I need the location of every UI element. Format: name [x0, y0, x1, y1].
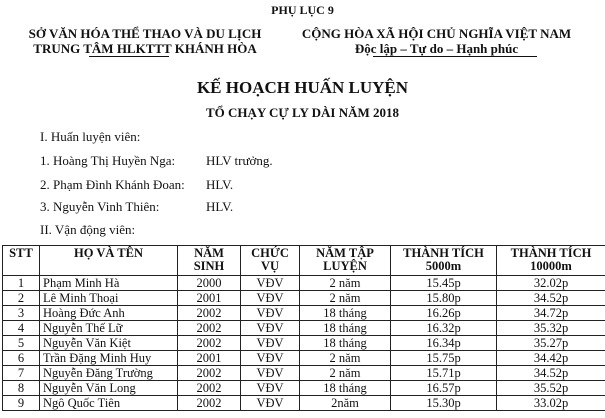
athletes-table [2, 245, 605, 411]
cell-10000m: 34.72p [497, 306, 605, 321]
cell-training: 2 năm [300, 291, 391, 306]
document-subtitle: TỔ CHẠY CỰ LY DÀI NĂM 2018 [205, 105, 400, 120]
cell-5000m: 15.45p [391, 276, 497, 291]
cell-5000m: 15.30p [391, 396, 497, 411]
cell-training: 18 tháng [300, 381, 391, 396]
cell-stt: 9 [3, 396, 40, 411]
cell-5000m: 15.80p [391, 291, 497, 306]
national-motto: Độc lập – Tự do – Hạnh phúc [354, 41, 519, 56]
cell-10000m: 33.02p [497, 396, 605, 411]
cell-birth-year: 2002 [178, 306, 241, 321]
table-row [3, 321, 605, 336]
cell-position: VĐV [241, 381, 300, 396]
national-header [268, 26, 605, 56]
table-row [3, 291, 605, 306]
cell-stt: 2 [3, 291, 40, 306]
agency-underline [89, 56, 169, 57]
appendix-label: PHỤ LỤC 9 [271, 3, 334, 17]
cell-name: Nguyễn Thế Lữ [40, 321, 178, 336]
coach-role-2: HLV. [206, 177, 234, 192]
cell-name: Nguyễn Văn Long [40, 381, 178, 396]
cell-name: Lê Minh Thoại [40, 291, 178, 306]
cell-5000m: 16.34p [391, 336, 497, 351]
cell-name: Phạm Minh Hà [40, 276, 178, 291]
cell-10000m: 35.27p [497, 336, 605, 351]
cell-5000m: 16.57p [391, 381, 497, 396]
issuing-agency [25, 26, 265, 56]
cell-5000m: 16.32p [391, 321, 497, 336]
coach-name-3: 3. Nguyễn Vinh Thiên: [40, 199, 160, 214]
cell-name: Nguyễn Văn Kiệt [40, 336, 178, 351]
coach-role-1: HLV trưởng. [206, 153, 273, 168]
table-row [3, 336, 605, 351]
header-stt: STT [3, 246, 40, 276]
cell-10000m: 35.52p [497, 381, 605, 396]
cell-5000m: 16.26p [391, 306, 497, 321]
table-header-row [3, 246, 605, 276]
national-line-1: CỘNG HÒA XÃ HỘI CHỦ NGHĨA VIỆT NAM [301, 26, 572, 41]
cell-10000m: 34.52p [497, 366, 605, 381]
cell-birth-year: 2000 [178, 276, 241, 291]
cell-10000m: 32.02p [497, 276, 605, 291]
header-result-10000m: THÀNH TÍCH 10000m [497, 246, 605, 276]
header-name: HỌ VÀ TÊN [40, 246, 178, 276]
cell-position: VĐV [241, 321, 300, 336]
cell-stt: 5 [3, 336, 40, 351]
cell-name: Ngô Quốc Tiên [40, 396, 178, 411]
table-row [3, 306, 605, 321]
cell-birth-year: 2002 [178, 336, 241, 351]
cell-training: 18 tháng [300, 321, 391, 336]
cell-position: VĐV [241, 366, 300, 381]
cell-10000m: 35.32p [497, 321, 605, 336]
table-row [3, 351, 605, 366]
section-coaches-heading: I. Huấn luyện viên: [40, 129, 141, 144]
cell-training: 2 năm [300, 366, 391, 381]
cell-training: 18 tháng [300, 336, 391, 351]
cell-position: VĐV [241, 306, 300, 321]
cell-birth-year: 2002 [178, 396, 241, 411]
header-birth-year: NĂM SINH [178, 246, 241, 276]
cell-birth-year: 2002 [178, 321, 241, 336]
coach-role-3: HLV. [206, 199, 234, 214]
cell-birth-year: 2001 [178, 351, 241, 366]
header-training-years: NĂM TẬP LUYỆN [300, 246, 391, 276]
cell-position: VĐV [241, 291, 300, 306]
cell-training: 2 năm [300, 351, 391, 366]
header-result-5000m: THÀNH TÍCH 5000m [391, 246, 497, 276]
cell-stt: 4 [3, 321, 40, 336]
cell-position: VĐV [241, 276, 300, 291]
cell-name: Trần Đặng Minh Huy [40, 351, 178, 366]
cell-stt: 6 [3, 351, 40, 366]
document-title: KẾ HOẠCH HUẤN LUYỆN [196, 78, 409, 97]
cell-name: Hoàng Đức Anh [40, 306, 178, 321]
cell-position: VĐV [241, 396, 300, 411]
coach-name-2: 2. Phạm Đình Khánh Đoan: [40, 177, 185, 192]
table-row [3, 366, 605, 381]
cell-birth-year: 2002 [178, 381, 241, 396]
table-row [3, 381, 605, 396]
table-row [3, 396, 605, 411]
cell-stt: 8 [3, 381, 40, 396]
motto-underline [373, 56, 537, 57]
cell-stt: 7 [3, 366, 40, 381]
table-row [3, 276, 605, 291]
cell-birth-year: 2001 [178, 291, 241, 306]
section-athletes-heading: II. Vận động viên: [40, 222, 136, 237]
agency-line-1: SỞ VĂN HÓA THỂ THAO VÀ DU LỊCH [28, 26, 262, 41]
cell-position: VĐV [241, 351, 300, 366]
cell-5000m: 15.75p [391, 351, 497, 366]
cell-training: 18 tháng [300, 306, 391, 321]
cell-10000m: 34.42p [497, 351, 605, 366]
cell-stt: 3 [3, 306, 40, 321]
agency-line-2: TRUNG TÂM HLKTTT KHÁNH HÒA [33, 41, 257, 56]
cell-10000m: 34.52p [497, 291, 605, 306]
cell-birth-year: 2002 [178, 366, 241, 381]
cell-training: 2 năm [300, 276, 391, 291]
cell-name: Nguyễn Đăng Trường [40, 366, 178, 381]
coach-name-1: 1. Hoàng Thị Huyền Nga: [40, 153, 176, 168]
header-position: CHỨC VỤ [241, 246, 300, 276]
cell-training: 2năm [300, 396, 391, 411]
cell-stt: 1 [3, 276, 40, 291]
cell-position: VĐV [241, 336, 300, 351]
cell-5000m: 15.71p [391, 366, 497, 381]
